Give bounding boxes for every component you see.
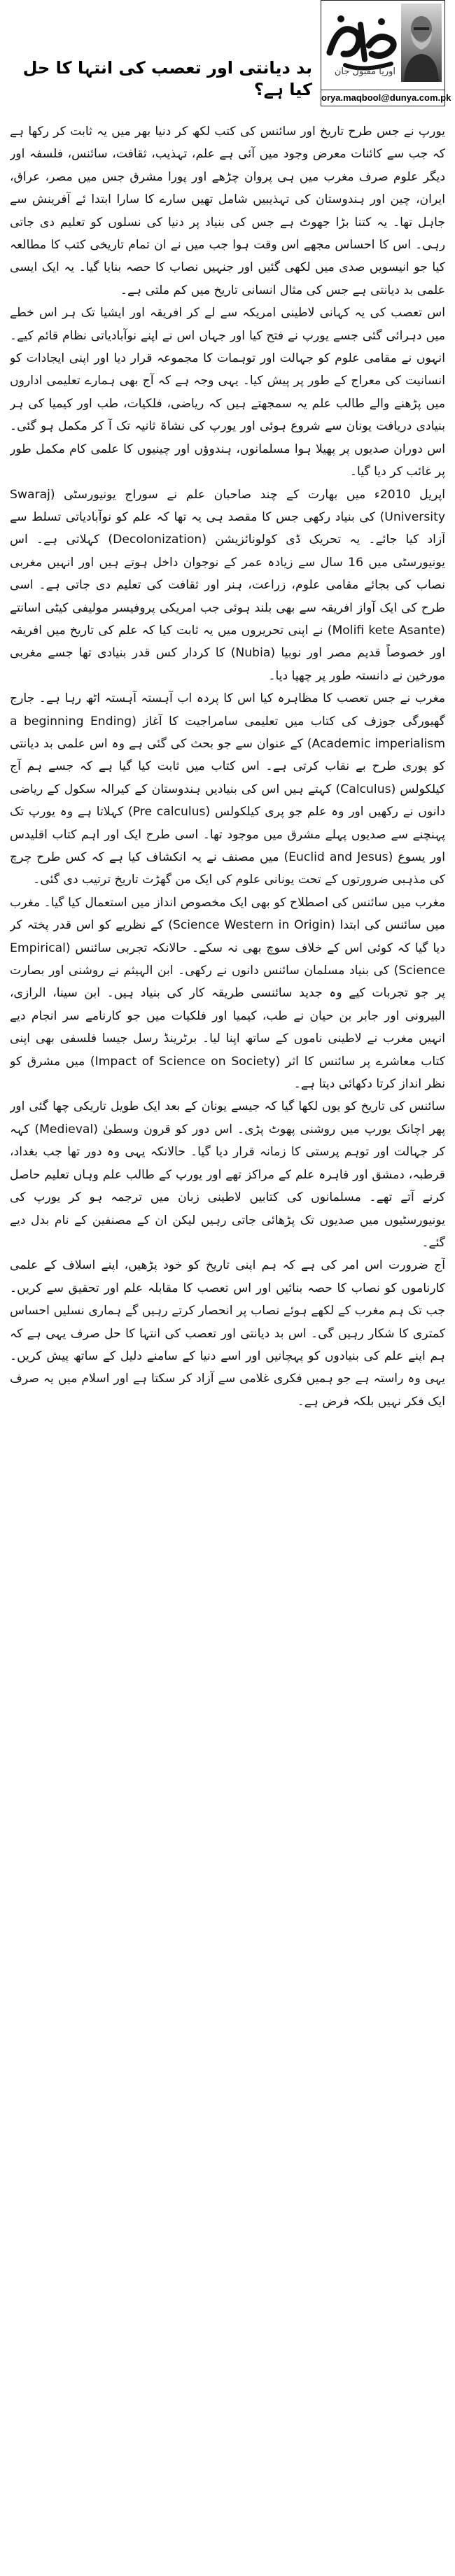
headline: بد دیانتی اور تعصب کی انتہا کا حل کیا ہے؟ bbox=[22, 58, 312, 100]
author-photo bbox=[401, 3, 442, 82]
author-name: اوریا مقبول جان bbox=[334, 66, 396, 77]
columnist-banner bbox=[321, 0, 451, 106]
article-body bbox=[10, 120, 445, 2570]
article-paragraph: سائنس کی تاریخ کو یوں لکھا گیا کہ جیسے یونان کے بعد ایک طویل تاریکی چھا گئی اور پھر اچانک یورپ میں روشنی پھوٹ پڑی۔ اس دور کو قرون وسطیٰ (Medieval) کہہ کر جہالت اور توہم پرستی کا زمانہ قرار دیا گیا۔ حالانکہ یہی وہ دور تھا جب بغداد، قرطبہ، دمشق اور قاہرہ علم کے مراکز تھے اور یورپ کے طالب علم وہاں تعلیم حاصل کرنے آتے تھے۔ مسلمانوں کی کتابیں لاطینی زبان میں ترجمہ ہو کر یورپ کی یونیورسٹیوں میں صدیوں تک پڑھائی جاتی رہیں لیکن ان کے مصنفین کے نام بدل دیے گئے۔ bbox=[10, 1099, 445, 1250]
article-paragraph: مغرب میں سائنس کی اصطلاح کو بھی ایک مخصوص انداز میں استعمال کیا گیا۔ مغرب میں سائنس کی ابتدا (Science Western in Origin) کے نظریے کو اس قدر پختہ کر دیا گیا کہ کوئی اس کے خلاف سوچ بھی نہ سکے۔ حالانکہ تجربی سائنس (Empirical Science) کی بنیاد مسلمان سائنس دانوں نے رکھی۔ ابن الہیثم نے روشنی اور بصارت پر جو تجربات کیے وہ جدید سائنسی طریقہ کار کی بنیاد ہیں۔ ابن سینا، الرازی، البیرونی اور جابر بن حیان نے طب، کیمیا اور فلکیات میں جو کارنامے سر انجام دیے انہیں مغرب نے لاطینی ناموں کے ساتھ اپنا لیا۔ برٹرینڈ رسل جیسا فلسفی بھی اپنی کتاب معاشرے پر سائنس کا اثر (Impact of Science on Society) میں مشرق کو نظر انداز کرتا دکھائی دیتا ہے۔ bbox=[10, 895, 445, 1092]
column-header bbox=[10, 0, 451, 118]
article-paragraph: یورپ نے جس طرح تاریخ اور سائنس کی کتب لکھ کر دنیا بھر میں یہ ثابت کر رکھا ہے کہ جب سے کائنات معرض وجود میں آئی ہے علم، تہذیب، ثقافت، سائنس، فلسفہ اور دیگر علوم صرف مغرب میں ہی پروان چڑھے اور پورا مشرق جس میں مصر، عراق، ایران، چین اور ہندوستان کی تہذیبیں شامل تھیں سارے کا سارا ابتدا ئے آفرینش سے جاہل تھا۔ یہ کتنا بڑا جھوٹ ہے جس کی بنیاد پر دنیا کی نسلوں کو تعلیم دی جاتی رہی۔ اس کا احساس مجھے اس وقت ہوا جب میں نے ان تمام تاریخی کتب کا مطالعہ کیا جو انیسویں صدی میں لکھی گئیں اور جنہیں نصاب کا حصہ بنایا گیا۔ یہ ایک ایسی علمی بد دیانتی ہے جس کی مثال انسانی تاریخ میں کم ملتی ہے۔ bbox=[10, 125, 445, 297]
article-paragraph: اپریل 2010ء میں بھارت کے چند صاحبان علم نے سوراج یونیورسٹی (Swaraj University) کی بنیاد رکھی جس کا مقصد ہی یہ تھا کہ علم کو نوآبادیاتی تسلط سے آزاد کیا جائے۔ یہ تحریک ڈی کولونائزیشن (Decolonization) کہلاتی ہے۔ اس یونیورسٹی میں 16 سال سے زیادہ عمر کے نوجوان داخل ہوتے ہیں اور انہیں مغربی نصاب کی بجائے مقامی علوم، زراعت، ہنر اور ثقافت کی تعلیم دی جاتی ہے۔ اسی طرح کی ایک آواز افریقہ سے بھی بلند ہوئی جب امریکی پروفیسر مولیفی کیٹی اسانتے (Molifi kete Asante) نے اپنی تحریروں میں یہ ثابت کیا کہ علم کی تاریخ میں افریقہ اور خصوصاً قدیم مصر اور نوبیا (Nubia) کا کردار کس قدر بنیادی تھا جسے مغربی مورخین نے دانستہ طور پر چھپا دیا۔ bbox=[10, 487, 445, 683]
article-paragraph: مغرب نے جس تعصب کا مظاہرہ کیا اس کا پردہ اب آہستہ آہستہ اٹھ رہا ہے۔ جارج گھیورگی جوزف کی کتاب میں تعلیمی سامراجیت کا آغاز (a beginning Ending Academic imperialism) کے عنوان سے جو بحث کی گئی ہے وہ اس علمی بد دیانتی کو پوری طرح بے نقاب کرتی ہے۔ اس کتاب میں ثابت کیا گیا ہے کہ جسے ہم آج کیلکولس (Calculus) کہتے ہیں اس کی بنیادیں ہندوستان کے کیرالہ سکول کے ریاضی دانوں نے رکھیں اور وہ علم جو پری کیلکولس (Pre calculus) کہلاتا ہے وہ یورپ تک پہنچنے سے صدیوں پہلے مشرق میں موجود تھا۔ اسی طرح ایک اور اہم کتاب اقلیدس اور یسوع (Euclid and Jesus) میں مصنف نے یہ انکشاف کیا ہے کہ کس طرح چرچ کی مذہبی ضرورتوں کے تحت یونانی علوم کی ایک من گھڑت تاریخ ترتیب دی گئی۔ bbox=[10, 691, 445, 887]
author-email[interactable]: orya.maqbool@dunya.com.pk bbox=[321, 90, 444, 106]
article-paragraph: آج ضرورت اس امر کی ہے کہ ہم اپنی تاریخ کو خود پڑھیں، اپنے اسلاف کے علمی کارناموں کو نصاب کا حصہ بنائیں اور اس تعصب کا مقابلہ علم اور تحقیق سے کریں۔ جب تک ہم مغرب کے لکھے ہوئے نصاب پر انحصار کرتے رہیں گے ہماری نسلیں احساس کمتری کا شکار رہیں گی۔ اس بد دیانتی اور تعصب کی انتہا کا حل صرف یہی ہے کہ ہم اپنے علم کی بنیادوں کو پہچانیں اور اسے دنیا کے سامنے دلیل کے ساتھ پیش کریں۔ یہی وہ راستہ ہے جو ہمیں فکری غلامی سے آزاد کر سکتا ہے اور اسلام میں یہ صرف ایک فکر نہیں بلکہ فرض ہے۔ bbox=[10, 1258, 445, 1409]
article-paragraph: اس تعصب کی یہ کہانی لاطینی امریکہ سے لے کر افریقہ اور ایشیا تک ہر اس خطے میں دہرائی گئی جسے یورپ نے فتح کیا اور جہاں اس نے اپنے نوآبادیاتی نظام قائم کیے۔ انہوں نے مقامی علوم کو جہالت اور توہمات کا مجموعہ قرار دیا اور اپنی ایجادات کو انسانیت کی معراج کے طور پر پیش کیا۔ یہی وجہ ہے کہ آج بھی ہمارے تعلیمی اداروں میں پڑھنے والے طالب علم یہ سمجھتے ہیں کہ ریاضی، فلکیات، طب اور کیمیا کی ہر بنیادی دریافت یونان سے شروع ہوئی اور یورپ کی نشاۃ ثانیہ تک آ کر مکمل ہو گئی۔ اس دوران صدیوں پر پھیلا ہوا مسلمانوں، ہندوؤں اور چینیوں کا علمی کام مکمل طور پر غائب کر دیا گیا۔ bbox=[10, 306, 445, 479]
